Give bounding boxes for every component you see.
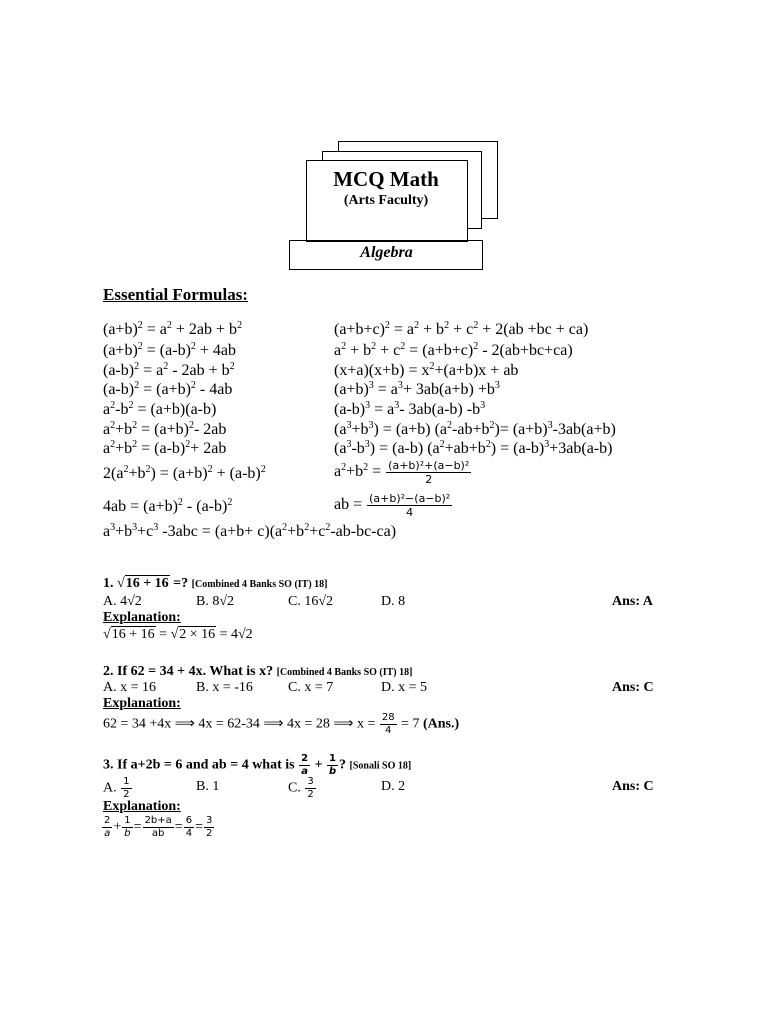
- formula-left-2: $(a+b)^2 = (a-b)^2 + 4ab$: [103, 341, 237, 359]
- q3-option-d: D. 2: [381, 779, 406, 794]
- fraction: $\frac{28}{4}$: [381, 712, 395, 736]
- formula-left-3: $(a-b)^2 = a^2 - 2ab + b^2$: [103, 361, 235, 379]
- formula-left-7: $a^2+b^2 = (a-b)^2+ 2ab$: [103, 439, 227, 457]
- topic-label: Algebra: [360, 244, 413, 261]
- formula-right-8: $a^2+b^2$ = $\frac{\text{(a+b)²+(a−b)²}}{2}$: [334, 459, 470, 486]
- fraction: $\frac{1}{b}$: [124, 815, 131, 839]
- q3-option-c: C. $\frac{3}{2}$: [288, 776, 314, 800]
- fraction: $\frac{1}{b}$: [328, 753, 337, 777]
- formula-right-3: $(x+a)(x+b) = x^2+(a+b)x$ + ab: [334, 361, 519, 379]
- fraction: $\frac{2b+a}{ab}$: [144, 815, 172, 839]
- fraction: $\frac{2}{a}$: [104, 815, 111, 839]
- formula-left-8: $2(a^2+b^2) = (a+b)^2 + (a-b)^2$: [103, 464, 266, 482]
- formula-left-1: $(a+b)^2 = a^2 + 2ab + b^2$: [103, 320, 243, 338]
- q2-explanation: 62 = 34 +4x ⟹ 4x = 62-34 ⟹ 4x = 28 ⟹ x = $\frac{28}{4}$ = 7 (Ans.): [103, 712, 460, 736]
- formula-left-6: $a^2+b^2 = (a+b)^2-$ 2ab: [103, 420, 227, 438]
- formula-right-7: $(a^3-b^3) = (a-b) (a^2+ab+b^2) = (a-b)^3+3ab(a-b)$: [334, 439, 613, 457]
- q3-option-a: A. $\frac{1}{2}$: [103, 776, 130, 800]
- q1-answer: Ans: A: [612, 594, 653, 609]
- document-subtitle: (Arts Faculty): [343, 193, 429, 208]
- formula-left-4: $(a-b)^2 = (a+b)^2 - 4ab$: [103, 380, 233, 398]
- fraction: $\frac{2}{a}$: [301, 753, 309, 777]
- q2-explanation-label: Explanation:: [103, 696, 181, 711]
- formula-left-10: $a^3+b^3+c^3$ $-3abc = (a+b+ c)(a^2+b^2+c^2-ab-bc-ca)$: [103, 522, 397, 540]
- question-3: 3. If a+2b = 6 and ab = 4 what is $\frac{2}{a}$ + $\frac{1}{b}$ ? [Sonali SO 18]: [103, 753, 412, 777]
- formula-right-6: $(a^3+b^3) = (a+b)$ $(a^2-ab+b^2)= (a+b)^3-3ab(a+b)$: [334, 420, 616, 438]
- q2-answer: Ans: C: [612, 680, 654, 695]
- fraction: $\frac{\text{(a+b)²+(a−b)²}}{2}$: [388, 459, 470, 486]
- q1-explanation-label: Explanation:: [103, 610, 181, 625]
- question-1: 1. √16 + 16 =? [Combined 4 Banks SO (IT) 18]: [103, 576, 328, 591]
- fraction: $\frac{\text{(a+b)²−(a−b)²}}{4}$: [369, 492, 451, 519]
- q3-option-b: B. 1: [196, 779, 220, 794]
- formulas-heading: Essential Formulas:: [103, 285, 248, 304]
- document-title: MCQ Math: [333, 167, 439, 191]
- question-2: 2. If 62 = 34 + 4x. What is x? [Combined 4 Banks SO (IT) 18]: [103, 664, 413, 679]
- formula-right-4: $(a+b)^3 = a^3+ 3ab(a+b) +b^3$: [334, 380, 500, 398]
- fraction: $\frac{6}{4}$: [185, 815, 193, 839]
- formula-right-5: $(a-b)^3 = a^3-$ 3ab(a-b) $-b^3$: [334, 400, 486, 418]
- q1-option-c: C. 16√2: [288, 594, 334, 609]
- fraction: $\frac{3}{2}$: [205, 815, 213, 839]
- q2-option-c: C. x = 7: [288, 680, 334, 695]
- fraction: $\frac{1}{2}$: [123, 776, 130, 800]
- q1-option-a: A. 4√2: [103, 594, 142, 609]
- formula-right-2: $a^2 + b^2 + c^2 = (a+b+c)^2 - 2(ab+bc+ca)$: [334, 341, 573, 359]
- formula-right-1: $(a+b+c)^2 = a^2 + b^2 + c^2 + 2(ab +bc + ca)$: [334, 320, 589, 338]
- formula-left-9: $4ab = (a+b)^2 - (a-b)^2$: [103, 497, 233, 515]
- q3-explanation: $\frac{2}{a}$ + $\frac{1}{b}$ = $\frac{2b+a}{ab}$ = $\frac{6}{4}$ = $\frac{3}{2}$: [104, 815, 213, 839]
- q1-option-d: D. 8: [381, 594, 406, 609]
- formula-right-9: ab = $\frac{\text{(a+b)²−(a−b)²}}{4}$: [334, 492, 451, 519]
- fraction: $\frac{3}{2}$: [307, 776, 314, 800]
- q2-option-d: D. x = 5: [381, 680, 428, 695]
- q2-option-b: B. x = -16: [196, 680, 253, 695]
- q2-option-a: A. x = 16: [103, 680, 157, 695]
- q1-option-b: B. 8√2: [196, 594, 235, 609]
- formula-left-5: $a^2-b^2 = (a+b)(a-b)$: [103, 400, 217, 418]
- q3-explanation-label: Explanation:: [103, 799, 181, 814]
- q3-answer: Ans: C: [612, 779, 654, 794]
- q1-explanation: √16 + 16 = √2 × 16 = 4√2: [103, 627, 253, 642]
